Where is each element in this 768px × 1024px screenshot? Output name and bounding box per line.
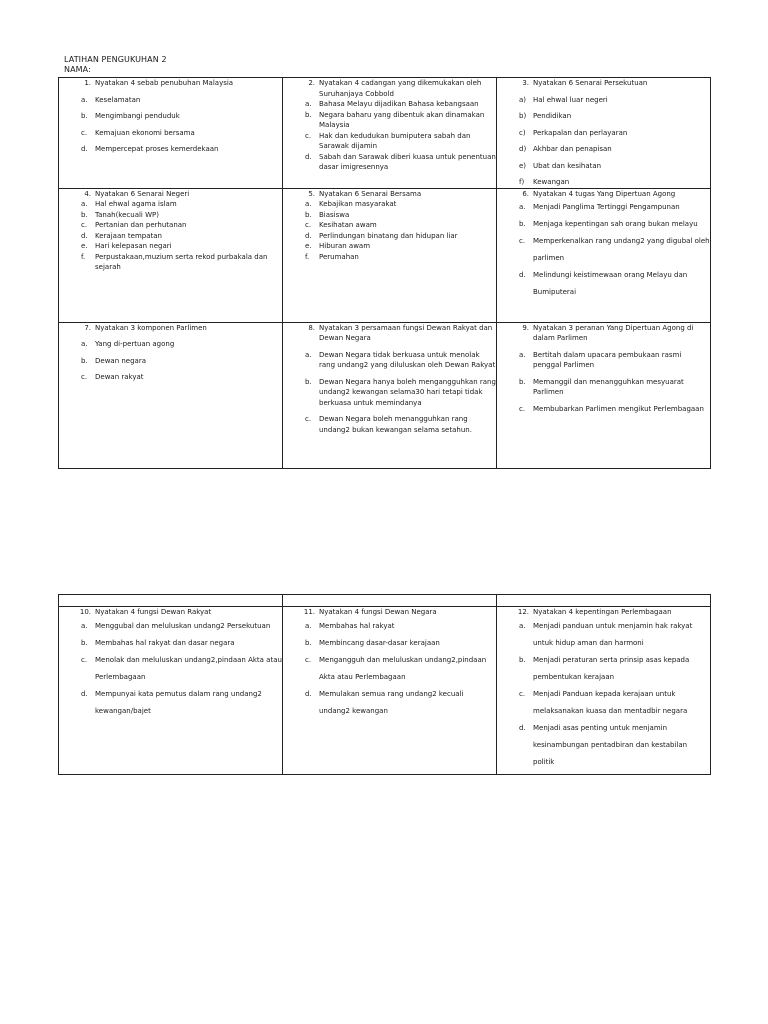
item-text: Membubarkan Parlimen mengikut Perlembagaan [533, 404, 704, 413]
item-text: Bertitah dalam upacara pembukaan rasmi penggal Parlimen [533, 350, 682, 369]
item-marker: a. [519, 621, 526, 630]
item-text: Menjadi Panglima Tertinggi Pengampunan [533, 203, 680, 211]
item-marker: a. [305, 350, 312, 359]
question [497, 607, 710, 618]
answer-item [283, 131, 496, 152]
item-marker: c. [519, 404, 526, 413]
item-text: Dewan negara [95, 356, 147, 365]
answer-item [59, 231, 282, 242]
item-text: Perlindungan binatang dan hidupan liar [319, 231, 458, 240]
item-marker: a) [519, 95, 527, 104]
item-text: Hiburan awam [319, 242, 371, 250]
answer-item [497, 686, 710, 720]
item-marker: a. [305, 200, 312, 208]
question-number: 3. [522, 79, 529, 87]
cell [283, 607, 497, 775]
answer-item [497, 111, 710, 122]
item-marker: c) [519, 128, 526, 137]
item-text: Hal ehwal agama islam [95, 200, 177, 208]
answer-item [59, 128, 282, 139]
item-marker: c. [305, 131, 312, 140]
item-marker: a. [305, 100, 312, 108]
cell [59, 78, 283, 189]
cell [283, 188, 497, 322]
answer-item [497, 404, 710, 415]
question [497, 78, 710, 89]
answer-item [59, 210, 282, 221]
item-marker: d. [519, 723, 526, 732]
item-text: Biasiswa [319, 210, 350, 219]
item-marker: c. [519, 689, 526, 698]
cell [59, 188, 283, 322]
answer-item [283, 350, 496, 371]
item-marker: f) [519, 178, 525, 186]
answer-item [283, 199, 496, 210]
question [59, 323, 282, 334]
question-text: Nyatakan 3 persamaan fungsi Dewan Rakyat dan Dewan Negara [319, 323, 493, 342]
item-marker: a. [81, 621, 88, 630]
cell [59, 322, 283, 468]
item-marker: b. [305, 210, 312, 219]
answer-item [283, 377, 496, 409]
question [59, 78, 282, 89]
item-text: Kesihatan awam [319, 221, 377, 229]
item-marker: b. [81, 112, 88, 120]
answer-item [59, 252, 282, 273]
item-marker: a. [519, 350, 526, 359]
item-text: Kemajuan ekonomi bersama [95, 128, 195, 137]
answer-item [497, 199, 710, 216]
item-marker: d. [81, 145, 88, 153]
item-marker: c. [81, 655, 88, 664]
item-marker: b. [305, 377, 312, 386]
item-text: Membincang dasar-dasar kerajaan [319, 638, 440, 647]
cell [497, 188, 711, 322]
item-marker: d. [305, 152, 312, 161]
question-number: 11. [303, 608, 315, 616]
answer-item [59, 618, 282, 635]
exercise-table-bottom [58, 594, 711, 775]
exercise-table-top [58, 77, 711, 469]
question-text: Nyatakan 6 Senarai Negeri [95, 189, 190, 198]
answer-item [59, 111, 282, 122]
answer-item [59, 356, 282, 367]
answer-item [283, 686, 496, 720]
item-marker: d. [81, 689, 88, 698]
item-text: Ubat dan kesihatan [533, 161, 602, 170]
worksheet-title: LATIHAN PENGUKUHAN 2 [64, 55, 167, 64]
question-number: 5. [308, 189, 315, 198]
item-marker: f. [81, 252, 86, 261]
item-text: Dewan rakyat [95, 373, 144, 381]
item-marker: a. [81, 200, 88, 208]
answer-item [497, 95, 710, 106]
question-number: 9. [522, 323, 529, 332]
answer-item [283, 210, 496, 221]
item-text: Mempercepat proses kemerdekaan [95, 145, 219, 153]
item-marker: e. [305, 242, 312, 250]
item-marker: b. [81, 356, 88, 365]
item-marker: d. [81, 231, 88, 240]
item-marker: b. [81, 638, 88, 647]
cell [283, 322, 497, 468]
item-text: Sabah dan Sarawak diberi kuasa untuk penentuan dasar imigresennya [319, 152, 496, 171]
item-text: Pertanian dan perhutanan [95, 221, 187, 229]
answer-item [497, 233, 710, 267]
item-marker: c. [81, 221, 88, 229]
question [497, 323, 710, 344]
answer-item [283, 635, 496, 652]
answer-item [283, 152, 496, 173]
item-marker: b. [305, 638, 312, 647]
item-marker: b. [81, 210, 88, 219]
cell [497, 78, 711, 189]
item-marker: b. [519, 377, 526, 386]
item-text: Mengangguh dan meluluskan undang2,pindaan Akta atau Perlembagaan [319, 655, 487, 681]
empty-cell [59, 595, 283, 607]
question [283, 607, 496, 618]
answer-item [283, 231, 496, 242]
item-marker: c. [305, 221, 312, 229]
item-text: Menjadi peraturan serta prinsip asas kepada pembentukan kerajaan [533, 655, 690, 681]
question-text: Nyatakan 4 fungsi Dewan Negara [319, 608, 437, 616]
question-text: Nyatakan 6 Senarai Bersama [319, 189, 422, 198]
question-number: 6. [522, 189, 529, 198]
item-text: Membahas hal rakyat dan dasar negara [95, 638, 235, 647]
item-marker: c. [519, 237, 526, 245]
question [59, 189, 282, 200]
item-marker: a. [305, 621, 312, 630]
item-marker: c. [81, 373, 88, 381]
question-number: 7. [84, 323, 91, 332]
answer-item [497, 177, 710, 188]
item-text: Negara baharu yang dibentuk akan dinamakan Malaysia [319, 110, 485, 129]
item-marker: c. [305, 415, 312, 423]
item-text: Akhbar dan penapisan [533, 145, 612, 153]
question-text: Nyatakan 6 Senarai Persekutuan [533, 79, 648, 87]
answer-item [59, 686, 282, 720]
item-marker: d) [519, 145, 527, 153]
item-text: Hari kelepasan negari [95, 242, 172, 250]
answer-item [59, 339, 282, 350]
cell [497, 607, 711, 775]
item-marker: b. [519, 220, 526, 228]
item-marker: e) [519, 161, 527, 170]
item-text: Yang di-pertuan agong [95, 340, 175, 348]
item-marker: b. [305, 110, 312, 119]
answer-item [283, 414, 496, 435]
item-text: Memanggil dan menangguhkan mesyuarat Parlimen [533, 377, 684, 396]
item-marker: b) [519, 112, 527, 120]
answer-item [497, 216, 710, 233]
item-text: Mengimbangi penduduk [95, 112, 180, 120]
answer-item [497, 350, 710, 371]
question [283, 323, 496, 344]
item-text: Keselamatan [95, 95, 141, 104]
item-marker: d. [519, 271, 526, 279]
question-text: Nyatakan 4 cadangan yang dikemukakan oleh Suruhanjaya Cobbold [319, 79, 482, 98]
item-marker: c. [305, 655, 312, 664]
item-marker: e. [81, 242, 88, 250]
question [59, 607, 282, 618]
answer-item [497, 267, 710, 301]
item-text: Menjaga kepentingan sah orang bukan melayu [533, 220, 698, 228]
cell [59, 607, 283, 775]
item-text: Hak dan kedudukan bumiputera sabah dan Sarawak dijamin [319, 131, 471, 150]
question-text: Nyatakan 4 fungsi Dewan Rakyat [95, 608, 212, 616]
question-text: Nyatakan 3 komponen Parlimen [95, 323, 207, 332]
item-text: Menolak dan meluluskan undang2,pindaan Akta atau Perlembagaan [95, 655, 282, 681]
answer-item [283, 220, 496, 231]
question [283, 78, 496, 99]
answer-item [59, 372, 282, 383]
item-marker: f. [305, 252, 310, 261]
item-marker: a. [81, 340, 88, 348]
question-number: 12. [517, 608, 529, 616]
answer-item [59, 144, 282, 155]
item-text: Melindungi keistimewaan orang Melayu dan Bumiputerai [533, 271, 688, 296]
item-text: Mempunyai kata pemutus dalam rang undang2 kewangan/bajet [95, 689, 262, 715]
question-number: 8. [308, 323, 315, 332]
question-number: 1. [84, 79, 91, 87]
item-text: Kewangan [533, 178, 570, 186]
question-number: 4. [84, 189, 91, 198]
item-text: Perpustakaan,muzium serta rekod purbakala dan sejarah [95, 252, 268, 271]
name-label: NAMA: [64, 65, 91, 74]
item-text: Hal ehwal luar negeri [533, 95, 608, 104]
answer-item [497, 618, 710, 652]
answer-item [283, 618, 496, 635]
item-text: Menjadi Panduan kepada kerajaan untuk melaksanakan kuasa dan mentadbir negara [533, 689, 688, 715]
question-text: Nyatakan 4 tugas Yang Dipertuan Agong [533, 189, 676, 198]
answer-item [59, 199, 282, 210]
question-text: Nyatakan 3 peranan Yang Dipertuan Agong di dalam Parlimen [533, 323, 694, 342]
answer-item [283, 652, 496, 686]
answer-item [59, 635, 282, 652]
cell [283, 78, 497, 189]
item-marker: c. [81, 128, 88, 137]
question-number: 2. [308, 79, 315, 87]
item-marker: d. [305, 689, 312, 698]
item-text: Dewan Negara hanya boleh mengangguhkan rang undang2 kewangan selama30 hari tetapi tidak berkuasa untuk memindanya [319, 377, 496, 407]
answer-item [497, 144, 710, 155]
item-text: Kebajikan masyarakat [319, 200, 397, 208]
answer-item [497, 161, 710, 172]
answer-item [497, 652, 710, 686]
item-text: Kerajaan tempatan [95, 231, 162, 240]
answer-item [283, 99, 496, 110]
item-text: Tanah(kecuali WP) [95, 210, 159, 219]
item-text: Menjadi asas penting untuk menjamin kesinambungan pentadbiran dan kestabilan politik [533, 723, 688, 766]
item-marker: b. [519, 655, 526, 664]
item-text: Memulakan semua rang undang2 kecuali undang2 kewangan [319, 689, 464, 715]
answer-item [283, 241, 496, 252]
item-text: Menjadi panduan untuk menjamin hak rakyat untuk hidup aman dan harmoni [533, 621, 693, 647]
item-marker: a. [519, 203, 526, 211]
answer-item [497, 128, 710, 139]
answer-item [497, 720, 710, 771]
item-text: Dewan Negara tidak berkuasa untuk menolak rang undang2 yang diluluskan oleh Dewan Rakyat [319, 350, 496, 369]
item-text: Membahas hal rakyat [319, 621, 395, 630]
answer-item [283, 252, 496, 263]
item-text: Perkapalan dan perlayaran [533, 128, 628, 137]
empty-cell [497, 595, 711, 607]
question [497, 189, 710, 200]
question-text: Nyatakan 4 sebab penubuhan Malaysia [95, 79, 234, 87]
item-text: Dewan Negara boleh menangguhkan rang undang2 bukan kewangan selama setahun. [319, 415, 472, 434]
empty-cell [283, 595, 497, 607]
item-text: Perumahan [319, 252, 359, 261]
question-text: Nyatakan 4 kepentingan Perlembagaan [533, 608, 672, 616]
question [283, 189, 496, 200]
answer-item [59, 241, 282, 252]
answer-item [497, 377, 710, 398]
question-number: 10. [79, 608, 91, 616]
item-marker: d. [305, 231, 312, 240]
item-text: Bahasa Melayu dijadikan Bahasa kebangsaan [319, 100, 479, 108]
answer-item [59, 95, 282, 106]
answer-item [59, 652, 282, 686]
item-text: Menggubal dan meluluskan undang2 Persekutuan [95, 621, 271, 630]
answer-item [59, 220, 282, 231]
item-text: Pendidikan [533, 112, 572, 120]
answer-item [283, 110, 496, 131]
item-text: Memperkenalkan rang undang2 yang digubal oleh parlimen [533, 237, 710, 262]
item-marker: a. [81, 95, 88, 104]
cell [497, 322, 711, 468]
